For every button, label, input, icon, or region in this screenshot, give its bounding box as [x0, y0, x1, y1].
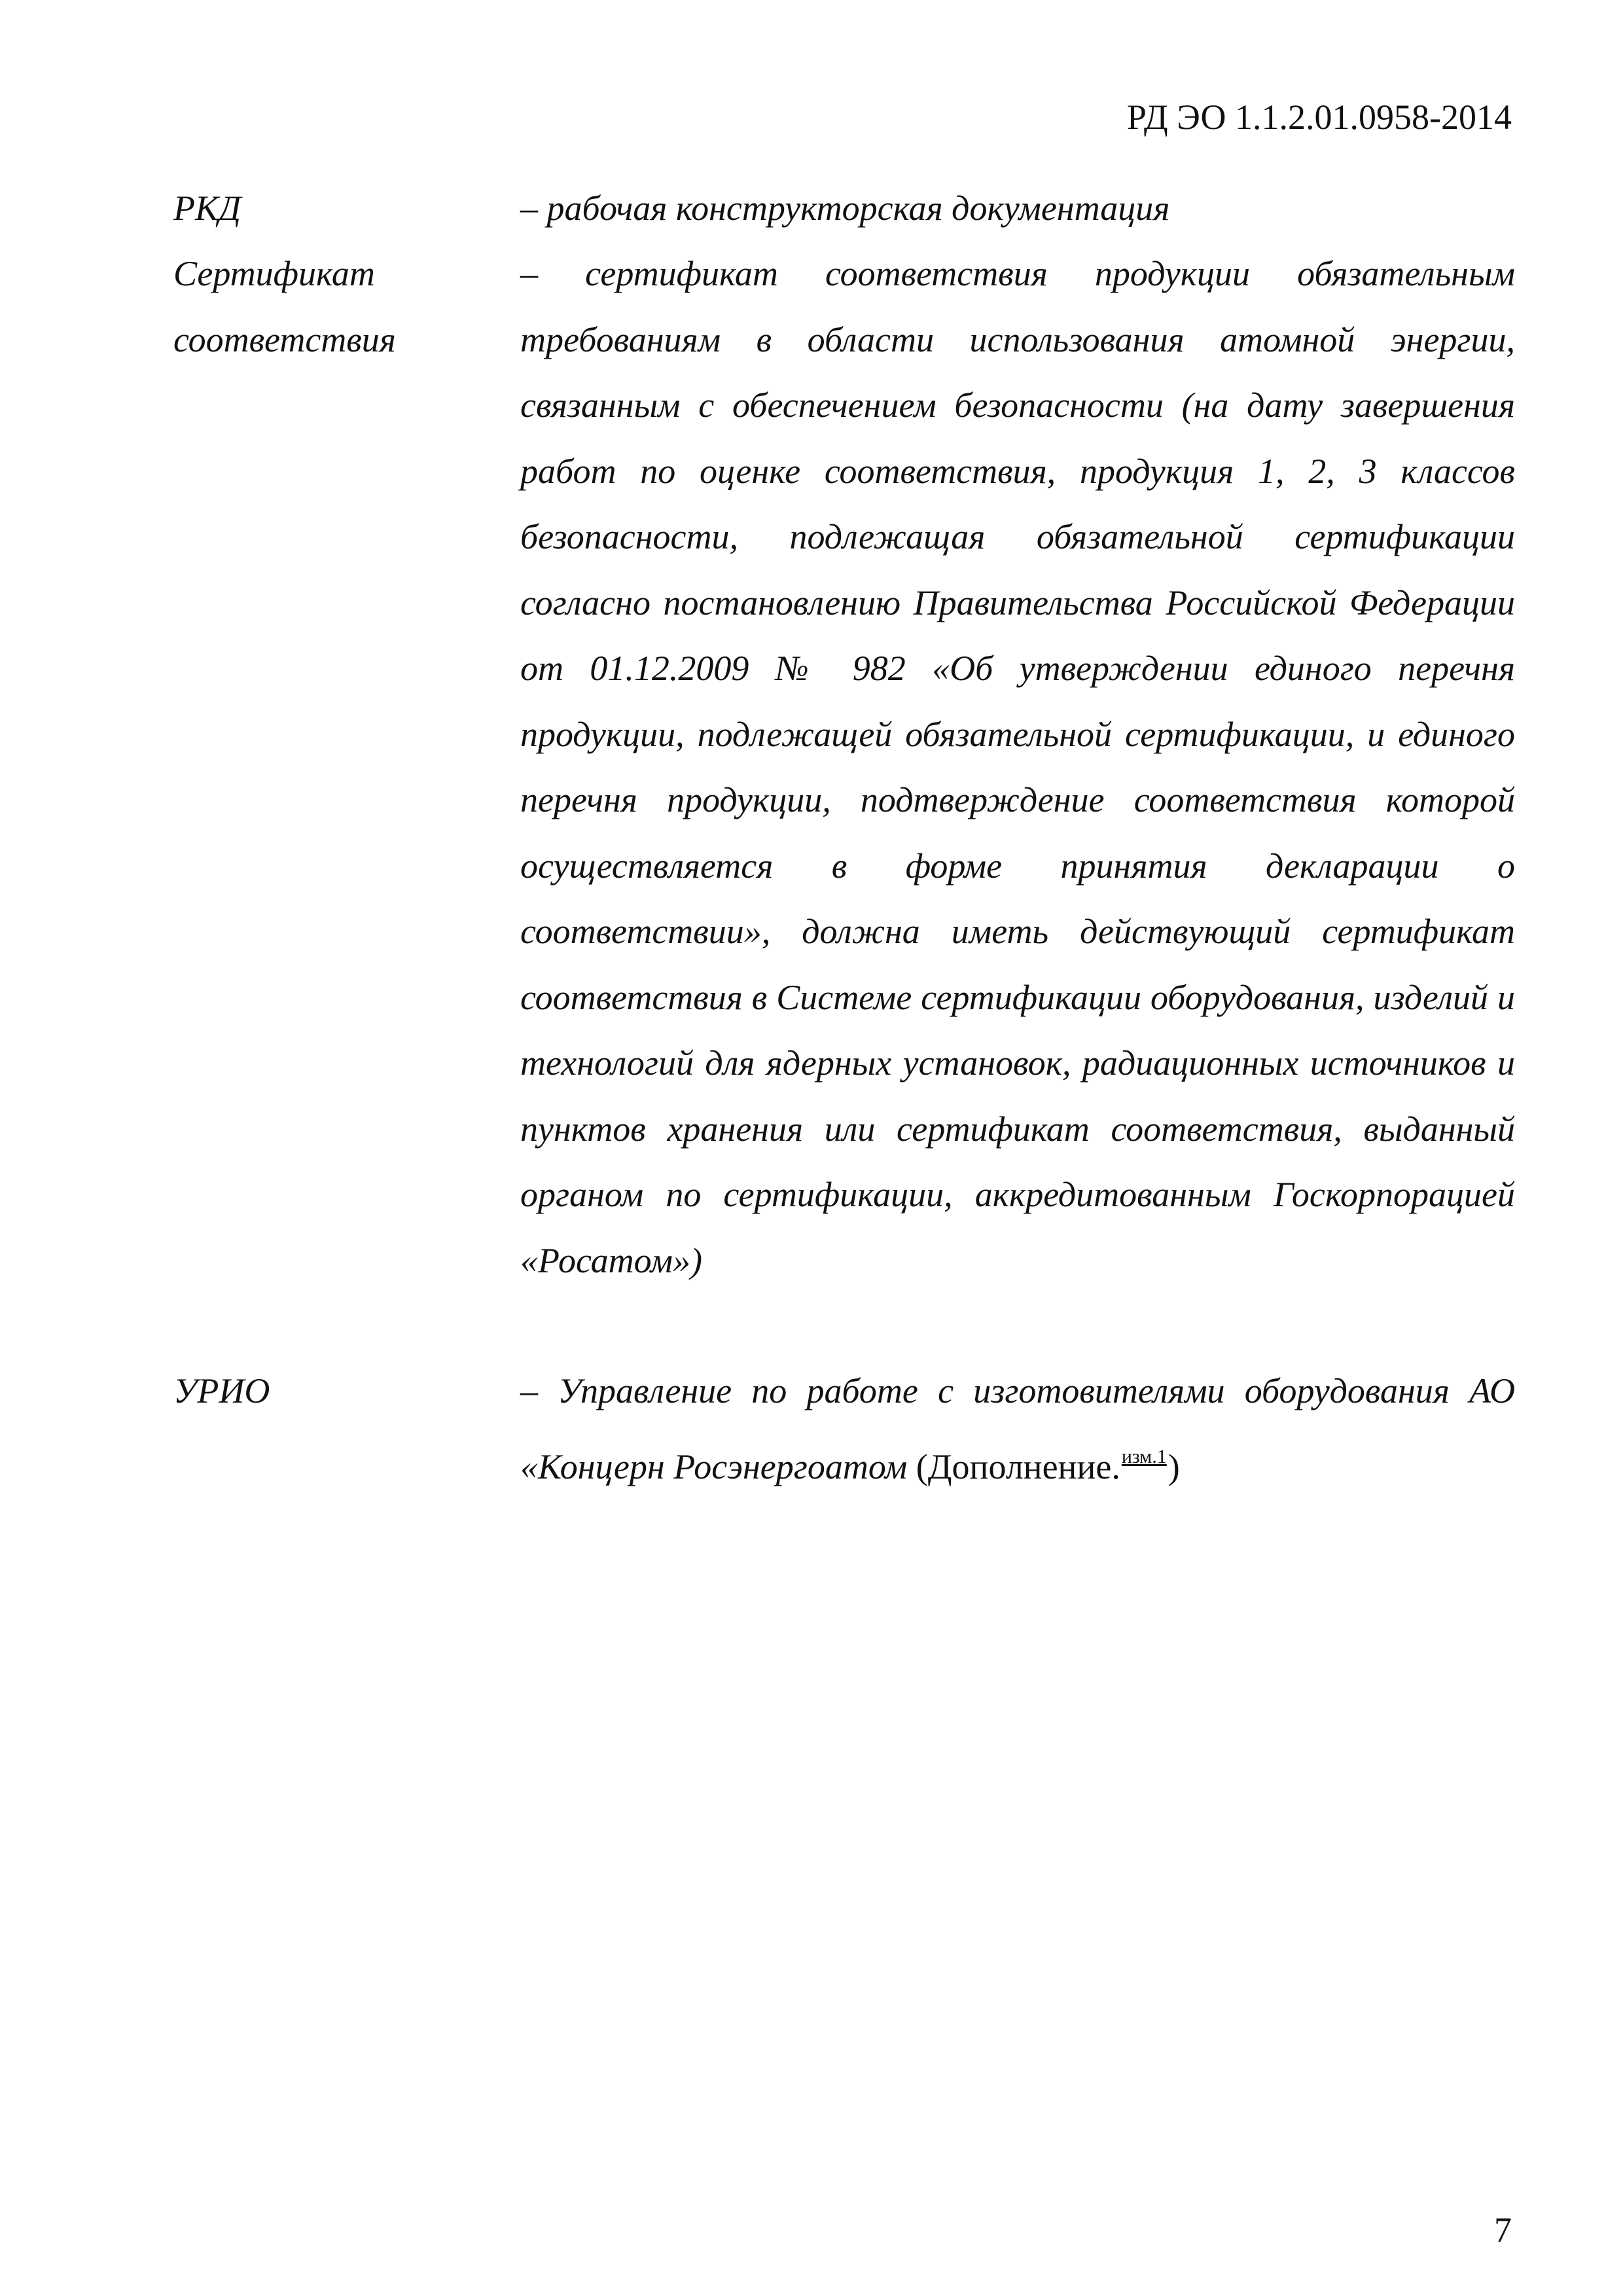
abbreviation-term: [173, 241, 501, 372]
term-line: соответствия: [173, 319, 396, 359]
abbreviation-term: [173, 175, 501, 242]
amendment-link[interactable]: изм.1: [1121, 1445, 1167, 1467]
abbreviation-definition: [520, 1358, 1515, 1499]
term-line: Сертификат: [173, 254, 375, 293]
abbreviation-term: [173, 1358, 501, 1424]
document-code-header: РД ЭО 1.1.2.01.0958-2014: [1126, 98, 1512, 137]
definition-text: – Управление по работе с изготовителями оборудования АО «Концерн Росэнергоатом: [520, 1371, 1515, 1486]
term-line: УРИО: [173, 1371, 270, 1410]
amendment-note-prefix: (Дополнение.: [907, 1446, 1120, 1486]
amendment-note-suffix: ): [1168, 1446, 1180, 1486]
term-line: РКД: [173, 188, 241, 228]
abbreviation-definition: – сертификат соответствия продукции обязательным требованиям в области использования атомной энергии, связанным с обеспечением безопасности (на дату завершения работ по оценке соответствия, продукция 1, 2, 3 классов безопасности, подлежащая обязательной сертификации согласно постановлению Правительства Российской Федерации от 01.12.2009 № 982 «Об утверждении единого перечня продукции, подлежащей обязательной сертификации, и единого перечня продукции, подтверждение соответствия которой осуществляется в форме принятия декларации о соответствии», должна иметь действующий сертификат соответствия в Системе сертификации оборудования, изделий и технологий для ядерных установок, радиационных источников и пунктов хранения или сертификат соответствия, выданный органом по сертификации, аккредитованным Госкорпорацией «Росатом»): [520, 254, 1515, 1280]
page-number: 7: [1494, 2210, 1512, 2250]
abbreviation-definition: – рабочая конструкторская документация: [520, 188, 1170, 228]
